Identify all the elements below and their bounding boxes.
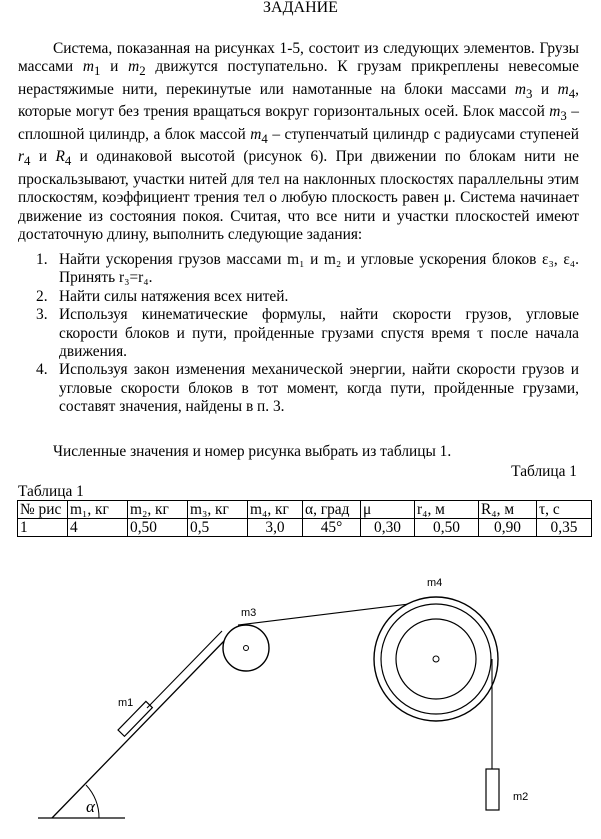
task-number: 2. <box>36 287 48 305</box>
table-cell: 0,50 <box>128 519 188 537</box>
table-header-cell: m₁, кг <box>68 501 128 519</box>
label-m3: m3 <box>241 607 257 619</box>
task-item <box>18 288 579 306</box>
task-text: Найти ускорения грузов массами m₁ и m₂ и угловые ускорения блоков ε₃, ε₄. Принять r₃=r₄. <box>59 251 579 287</box>
var-r4: r <box>18 148 24 166</box>
task-number: 1. <box>36 251 48 268</box>
var-m1: m <box>82 58 94 76</box>
table-cell: 0,30 <box>361 519 415 537</box>
var-m1-sub: 1 <box>93 64 101 79</box>
pulley-m4-outer <box>374 597 498 721</box>
var-m2: m <box>128 58 140 76</box>
intro-paragraph <box>18 40 579 244</box>
table-cell: 0,90 <box>479 519 537 537</box>
var-m2-sub: 2 <box>139 64 146 79</box>
var-R4-sub: 4 <box>64 154 72 169</box>
page-title: ЗАДАНИЕ <box>263 0 338 16</box>
table-header-cell: m₂, кг <box>128 501 188 519</box>
table-cell: 3,0 <box>248 519 303 537</box>
var-m4-sub: 4 <box>568 86 576 101</box>
table-header-cell: m₄, кг <box>248 501 303 519</box>
var-m3: m <box>514 80 526 98</box>
table-header-cell: r₄, м <box>415 501 479 519</box>
table-caption-left: Таблица 1 <box>18 483 84 500</box>
table-cell: 0,35 <box>537 519 592 537</box>
table-caption-right: Таблица 1 <box>511 463 577 480</box>
task-item <box>18 306 579 361</box>
table-row <box>18 519 592 537</box>
parameters-table <box>17 500 592 537</box>
intro-text: и <box>30 148 56 166</box>
table-cell: 45° <box>303 519 361 537</box>
choose-instruction: Численные значения и номер рисунка выбрать из таблицы 1. <box>53 443 452 460</box>
var-m3: m <box>549 103 561 121</box>
var-m3-sub: 3 <box>525 86 533 101</box>
table-header-cell: τ, с <box>537 501 592 519</box>
intro-text: движутся поступательно. К грузам прикреплены невесомые нерастяжимые нити, перекинутые или намотанные на блоки массами <box>18 58 579 98</box>
var-r4-sub: 4 <box>24 154 31 169</box>
label-m2: m2 <box>513 791 529 803</box>
intro-text: и <box>100 58 129 76</box>
task-text: Используя кинематические формулы, найти скорости грузов, угловые скорости блоков и пути, пройденные грузами спустя время τ после начала движения. <box>59 306 579 361</box>
mechanism-figure <box>0 560 601 839</box>
task-text: Найти силы натяжения всех нитей. <box>59 287 289 305</box>
table-cell: 1 <box>18 519 68 537</box>
intro-text: – ступенчатый цилиндр с радиусами ступеней <box>267 125 579 143</box>
table-header-cell: m₃, кг <box>188 501 248 519</box>
pulley-m3 <box>223 625 269 671</box>
table-header-cell: R₄, м <box>479 501 537 519</box>
intro-text: и одинаковой высотой (рисунок 6). При движении по блокам нити не проскальзывают, участки нитей для тел на наклонных плоскостях параллельны этим плоскостям, коэффициент трения тел о любую плоскость равен μ. Система начинает движение из состояния покоя. Считая, что все нити и участки плоскостей имеют достаточную длину, выполнить следующие задания: <box>18 148 579 244</box>
task-number: 4. <box>36 361 48 379</box>
task-item <box>18 251 579 288</box>
intro-text: , которые могут без трения вращаться вокруг горизонтальных осей. Блок массой <box>18 80 580 121</box>
label-m1: m1 <box>118 697 134 709</box>
intro-text: и <box>532 80 558 98</box>
intro-text: – сплошной цилиндр, а блок массой <box>18 103 580 143</box>
block-m2 <box>486 769 499 810</box>
alpha-label: α <box>86 797 95 816</box>
incline-plane <box>52 640 225 818</box>
var-R4: R <box>55 148 65 166</box>
table-cell: 0,5 <box>188 519 248 537</box>
table-header-cell: μ <box>361 501 415 519</box>
var-m4: m <box>250 125 262 143</box>
task-list <box>18 251 579 417</box>
table-header-cell: № рис <box>18 501 68 519</box>
label-m4: m4 <box>427 577 443 589</box>
table-cell: 4 <box>68 519 128 537</box>
var-m4: m <box>557 80 569 98</box>
intro-text: Система, показанная на рисунках 1-5, состоит из следующих элементов. Грузы массами <box>18 40 579 76</box>
table-header-row <box>18 501 592 519</box>
task-number: 3. <box>36 306 48 324</box>
rope-m1-m3 <box>147 631 222 708</box>
task-text: Используя закон изменения механической энергии, найти скорости грузов и угловые скорости блоков в тот момент, когда пути, пройденные грузами, составят значения, найдены в п. 3. <box>59 361 579 416</box>
var-m4-sub: 4 <box>261 131 268 146</box>
table-header-cell: α, град <box>303 501 361 519</box>
task-item <box>18 361 579 416</box>
table-cell: 0,50 <box>415 519 479 537</box>
var-m3-sub: 3 <box>560 109 567 124</box>
